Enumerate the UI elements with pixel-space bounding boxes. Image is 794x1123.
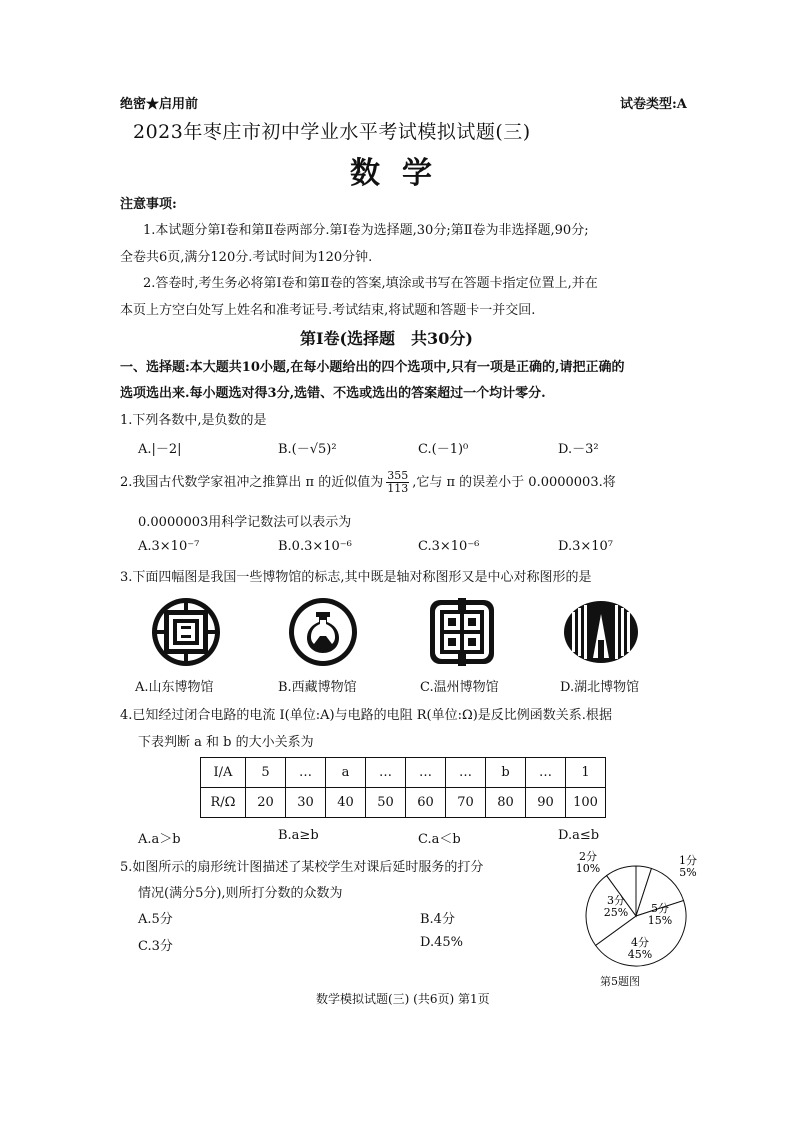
table-cell: … [446,758,486,788]
pie-percent-label: 10% [575,862,601,875]
q5-option-b: B.4分 [420,912,455,927]
table-cell: a [326,758,366,788]
q4-option-a: A.a＞b [138,832,181,847]
pie-category-label: 2分 [579,850,597,863]
q1-stem: 1.下列各数中,是负数的是 [120,413,267,428]
q1-option-d: D.－3² [558,442,599,457]
q5-option-c: C.3分 [138,939,173,954]
pie-percent-label: 25% [603,906,629,919]
table-row [201,758,606,788]
table-cell: 1 [566,758,606,788]
q5-line1: 5.如图所示的扇形统计图描述了某校学生对课后延时服务的打分 [120,860,484,875]
q4-option-c: C.a＜b [418,832,461,847]
wenzhou-museum-logo [428,598,496,666]
table-cell: 60 [406,788,446,818]
table-cell: 70 [446,788,486,818]
q1-option-c: C.(－1)⁰ [418,442,469,457]
table-cell: 50 [366,788,406,818]
table-cell: 30 [286,788,326,818]
table-cell: … [366,758,406,788]
q5-figure-caption: 第5题图 [600,975,640,988]
q4-line1: 4.已知经过闭合电路的电流 I(单位:A)与电路的电阻 R(单位:Ω)是反比例函数关系.根据 [120,708,612,723]
pie-percent-label: 5% [679,866,697,879]
notes-p2-line1: 2.答卷时,考生务必将第Ⅰ卷和第Ⅱ卷的答案,填涂或书写在答题卡指定位置上,并在 [143,276,598,291]
q2-stem-pre: 2.我国古代数学家祖冲之推算出 π 的近似值为 [120,475,384,490]
q5-option-a: A.5分 [138,912,173,927]
table-cell: 100 [566,788,606,818]
table-cell: R/Ω [201,788,246,818]
table-cell: 40 [326,788,366,818]
table-cell: 5 [246,758,286,788]
q3-option-a: A.山东博物馆 [135,680,214,695]
table-cell: I/A [201,758,246,788]
pie-percent-label: 15% [647,914,673,927]
q4-option-b: B.a≥b [278,828,319,843]
page-title: 2023年枣庄市初中学业水平考试模拟试题(三) [133,121,531,143]
q3-option-d: D.湖北博物馆 [560,680,640,695]
notes-p2-line2: 本页上方空白处写上姓名和准考证号.考试结束,将试题和答题卡一并交回. [120,303,536,318]
q5-line2: 情况(满分5分),则所打分数的众数为 [138,886,343,901]
table-cell: … [526,758,566,788]
q4-table [200,757,606,818]
q5-pie-chart [566,850,706,970]
shandong-museum-logo [150,596,222,668]
q2-line1 [120,470,616,495]
part1-line1: 一、选择题:本大题共10小题,在每小题给出的四个选项中,只有一项是正确的,请把正确的 [120,360,625,375]
q3-option-c: C.温州博物馆 [420,680,499,695]
q2-option-d: D.3×10⁷ [558,539,614,554]
pie-category-label: 5分 [651,902,669,915]
q4-option-d: D.a≤b [558,828,600,843]
q1-option-a: A.|－2| [138,442,182,457]
q2-fraction [386,470,409,495]
part1-line2: 选项选出来.每小题选对得3分,选错、不选或选出的答案超过一个均计零分. [120,386,546,401]
q4-line2: 下表判断 a 和 b 的大小关系为 [138,735,314,750]
table-cell: … [406,758,446,788]
header-confidential: 绝密★启用前 [120,97,199,112]
header-paper-type: 试卷类型:A [620,97,687,112]
pie-category-label: 4分 [631,936,649,949]
table-row [201,788,606,818]
pie-category-label: 1分 [679,854,697,867]
q3-option-b: B.西藏博物馆 [278,680,357,695]
q2-stem-post: ,它与 π 的误差小于 0.0000003.将 [412,475,616,490]
notes-p1-line2: 全卷共6页,满分120分.考试时间为120分钟. [120,250,373,265]
q2-fraction-den: 113 [387,482,409,495]
table-cell: 80 [486,788,526,818]
q2-fraction-num: 355 [387,469,409,482]
q1-option-b: B.(－√5)² [278,442,337,457]
notes-p1-line1: 1.本试题分第Ⅰ卷和第Ⅱ卷两部分.第Ⅰ卷为选择题,30分;第Ⅱ卷为非选择题,90分; [143,223,589,238]
q2-option-c: C.3×10⁻⁶ [418,539,480,554]
table-cell: … [286,758,326,788]
table-cell: 20 [246,788,286,818]
notes-heading: 注意事项: [120,197,177,212]
subject-title: 数学 [350,156,454,191]
hubei-museum-logo [563,600,639,664]
page-footer: 数学模拟试题(三) (共6页) 第1页 [316,992,490,1006]
tibet-museum-logo [287,596,359,668]
q2-option-a: A.3×10⁻⁷ [138,539,200,554]
q2-option-b: B.0.3×10⁻⁶ [278,539,352,554]
table-cell: 90 [526,788,566,818]
table-cell: b [486,758,526,788]
q5-option-d: D.45% [420,935,463,950]
pie-percent-label: 45% [627,948,653,961]
q3-stem: 3.下面四幅图是我国一些博物馆的标志,其中既是轴对称图形又是中心对称图形的是 [120,570,592,585]
pie-category-label: 3分 [607,894,625,907]
q2-line2: 0.0000003用科学记数法可以表示为 [138,515,352,530]
section-title: 第Ⅰ卷(选择题 共30分) [300,329,473,348]
